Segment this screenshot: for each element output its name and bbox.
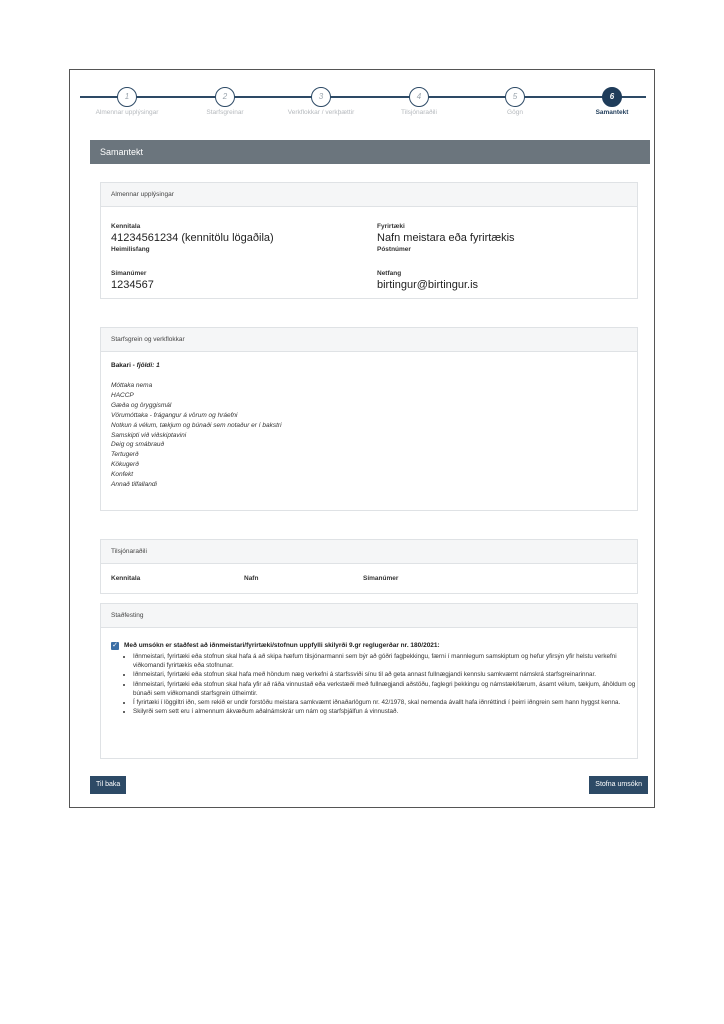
step-3-label: Verkflokkar / verkþættir (287, 109, 355, 116)
list-item: Gæða og öryggismál (111, 401, 172, 409)
step-4[interactable] (379, 87, 459, 116)
step-4-label: Tilsjónaraðili (401, 109, 437, 116)
postnumer-label: Póstnúmer (377, 246, 411, 253)
supervisor-col-simanumer: Símanúmer (363, 575, 399, 582)
step-2-label: Starfsgreinar (206, 109, 244, 116)
list-item: Kökugerð (111, 461, 139, 469)
list-item: Vörumóttaka - frágangur á vörum og hráefni (111, 411, 238, 419)
list-item: Tertugerð (111, 451, 139, 459)
list-item: Deig og smábrauð (111, 441, 165, 449)
step-1-circle: 1 (117, 87, 137, 107)
supervisor-card (100, 539, 638, 594)
fyrirtaeki-value: Nafn meistara eða fyrirtækis (377, 232, 515, 244)
step-5[interactable] (475, 87, 555, 116)
list-item: Annað tilfallandi (111, 481, 157, 489)
submit-button[interactable]: Stofna umsókn (589, 776, 648, 794)
general-info-header: Almennar upplýsingar (101, 183, 637, 207)
trade-title (111, 362, 160, 369)
step-3[interactable] (281, 87, 361, 116)
list-item: Konfekt (111, 471, 134, 479)
back-button[interactable]: Til baka (90, 776, 126, 794)
list-item: • Iðnmeistari, fyrirtæki eða stofnun skal hafa með höndum næg verkefni á starfssviði sínu til að geta annast fullnægjandi kennslu samkvæmt námskrá starfsgreinarinnar. (133, 670, 638, 679)
page-title: Samantekt (90, 140, 650, 164)
netfang-label: Netfang (377, 270, 402, 277)
list-item: • Skilyrði sem sett eru í almennum ákvæðum aðalnámskrár um nám og starfsþjálfun á vinnustað. (133, 707, 638, 716)
kennitala-value: 41234561234 (kennitölu lögaðila) (111, 232, 274, 244)
trade-header: Starfsgrein og verkflokkar (101, 328, 637, 352)
list-item: HACCP (111, 391, 134, 399)
list-item: Móttaka nema (111, 382, 153, 389)
simanumer-label: Símanúmer (111, 270, 147, 277)
trade-item-list (111, 381, 282, 490)
heimilisfang-label: Heimilisfang (111, 246, 150, 253)
trade-count: fjöldi: 1 (136, 362, 160, 369)
step-6-circle: 6 (602, 87, 622, 107)
step-4-circle: 4 (409, 87, 429, 107)
trade-card (100, 327, 638, 511)
step-6-label: Samantekt (595, 109, 629, 116)
supervisor-col-kennitala: Kennitala (111, 575, 141, 582)
list-item: • Iðnmeistari, fyrirtæki eða stofnun skal hafa á að skipa hæfum tilsjónarmanni sem býr að góðri fagþekkingu, færni í mannlegum samskiptum og hefur yfirsýn yfir helstu verkefni viðkomandi fyrirtækis eða stofnunar. (133, 652, 638, 670)
step-5-circle: 5 (505, 87, 525, 107)
fyrirtaeki-label: Fyrirtæki (377, 223, 405, 230)
confirmation-header: Staðfesting (101, 604, 637, 628)
kennitala-label: Kennitala (111, 223, 141, 230)
step-5-label: Gögn (507, 109, 523, 116)
netfang-value: birtingur@birtingur.is (377, 279, 479, 291)
confirmation-card (100, 603, 638, 759)
confirmation-title: Með umsókn er staðfest að iðnmeistari/fyrirtæki/stofnun uppfylli skilyrði 9.gr reglugerðar nr. 180/2021: (124, 642, 440, 649)
step-1-label: Almennar upplýsingar (95, 109, 159, 116)
list-item: • Í fyrirtæki í löggiltri iðn, sem rekið er undir forstöðu meistara samkvæmt iðnaðarlögum nr. 42/1978, skal nemenda ávallt hafa iðnréttindi í þeirri iðngrein sem hann hyggst kenna. (133, 698, 638, 707)
trade-name: Bakari - (111, 362, 137, 369)
step-1[interactable] (87, 87, 167, 116)
general-info-card (100, 182, 638, 299)
supervisor-header: Tilsjónaraðili (101, 540, 637, 564)
supervisor-col-nafn: Nafn (244, 575, 259, 582)
list-item: Samskipti við viðskiptavini (111, 431, 187, 439)
simanumer-value: 1234567 (111, 279, 154, 291)
step-2[interactable] (185, 87, 265, 116)
confirmation-checkbox[interactable]: ✓ (112, 642, 118, 649)
confirmation-list (124, 652, 638, 716)
progress-stepper (70, 70, 656, 126)
list-item: • Iðnmeistari, fyrirtæki eða stofnun skal hafa yfir að ráða vinnustað eða verkstæði með fullnægjandi aðstöðu, faglegri þekkingu og námstækifærum, ásamt vélum, tækjum, áhöldum og búnaði sem viðkomandi starfsgrein útheimtir. (133, 680, 638, 698)
list-item: Notkun á vélum, tækjum og búnaði sem notaður er í bakstri (111, 421, 282, 429)
step-3-circle: 3 (311, 87, 331, 107)
application-frame (69, 69, 655, 808)
step-6[interactable] (572, 87, 652, 116)
step-2-circle: 2 (215, 87, 235, 107)
